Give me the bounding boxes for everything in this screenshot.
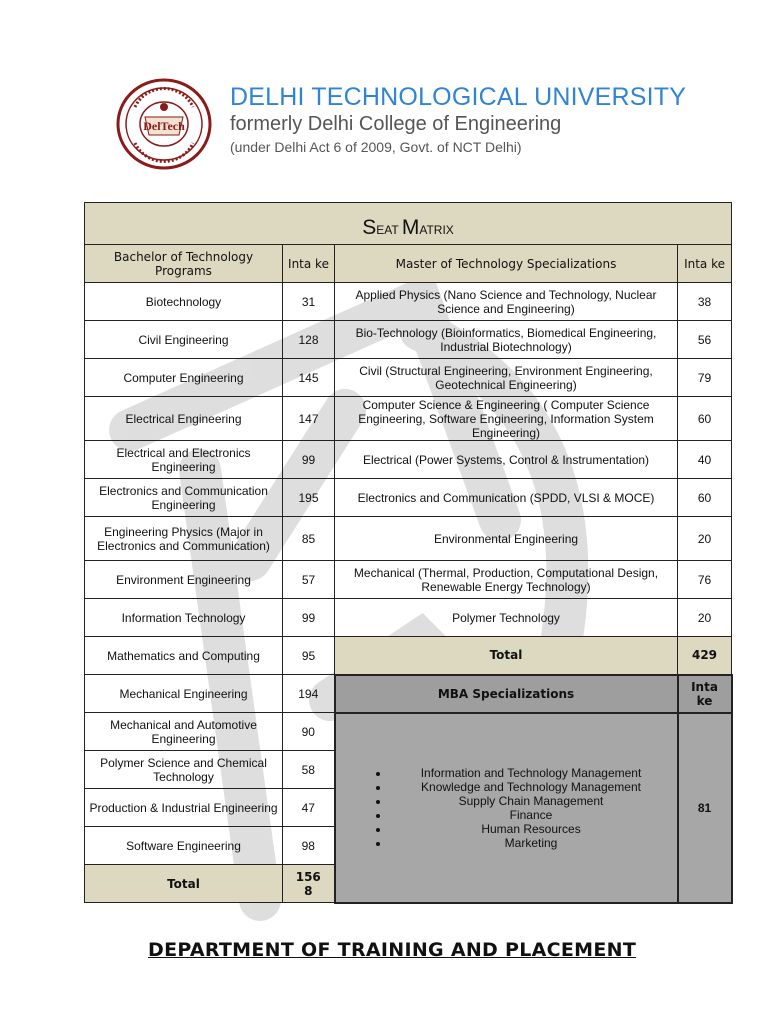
btech-program: Engineering Physics (Major in Electronics and Communication)	[85, 517, 283, 561]
table-row	[85, 599, 732, 637]
seat-matrix-table	[84, 202, 733, 904]
btech-program: Electronics and Communication Engineering	[85, 479, 283, 517]
under-act-text: (under Delhi Act 6 of 2009, Govt. of NCT Delhi)	[230, 139, 522, 155]
list-item: • Human Resources	[390, 822, 673, 836]
mtech-specialization: Bio-Technology (Bioinformatics, Biomedical Engineering, Industrial Biotechnology)	[335, 321, 678, 359]
btech-intake: 57	[283, 561, 335, 599]
btech-intake: 99	[283, 441, 335, 479]
seat-matrix-title: SEAT MATRIX	[85, 203, 732, 245]
btech-program: Polymer Science and Chemical Technology	[85, 751, 283, 789]
table-row	[85, 517, 732, 561]
mtech-intake: 20	[678, 599, 732, 637]
table-row	[85, 397, 732, 441]
table-row	[85, 321, 732, 359]
btech-total-label: Total	[85, 865, 283, 903]
btech-program: Biotechnology	[85, 283, 283, 321]
table-row	[85, 675, 732, 713]
btech-program: Mechanical Engineering	[85, 675, 283, 713]
table-row	[85, 441, 732, 479]
btech-program: Mathematics and Computing	[85, 637, 283, 675]
mtech-intake: 40	[678, 441, 732, 479]
mtech-intake: 60	[678, 479, 732, 517]
mtech-intake: 79	[678, 359, 732, 397]
table-row	[85, 283, 732, 321]
btech-program: Electrical Engineering	[85, 397, 283, 441]
mtech-total-value: 429	[678, 637, 732, 675]
btech-program: Civil Engineering	[85, 321, 283, 359]
university-seal-logo	[115, 77, 213, 171]
mtech-specialization: Electronics and Communication (SPDD, VLSI & MOCE)	[335, 479, 678, 517]
mtech-header: Master of Technology Specializations	[335, 245, 678, 283]
mba-intake-header: Inta ke	[678, 675, 732, 713]
btech-program: Environment Engineering	[85, 561, 283, 599]
formerly-name: formerly Delhi College of Engineering	[230, 113, 562, 135]
table-row	[85, 359, 732, 397]
mtech-specialization: Civil (Structural Engineering, Environment Engineering, Geotechnical Engineering)	[335, 359, 678, 397]
btech-intake: 31	[283, 283, 335, 321]
university-name: DELHI TECHNOLOGICAL UNIVERSITY	[230, 83, 687, 111]
mtech-total-label: Total	[335, 637, 678, 675]
mtech-specialization: Electrical (Power Systems, Control & Instrumentation)	[335, 441, 678, 479]
mtech-intake: 38	[678, 283, 732, 321]
btech-intake: 95	[283, 637, 335, 675]
btech-intake: 195	[283, 479, 335, 517]
mba-specializations-list	[335, 713, 678, 903]
mtech-intake: 60	[678, 397, 732, 441]
letterhead	[112, 74, 732, 174]
btech-program: Software Engineering	[85, 827, 283, 865]
btech-intake: 145	[283, 359, 335, 397]
table-row	[85, 479, 732, 517]
mtech-specialization: Polymer Technology	[335, 599, 678, 637]
list-item: • Information and Technology Management	[390, 766, 673, 780]
btech-intake: 58	[283, 751, 335, 789]
mtech-specialization: Applied Physics (Nano Science and Technology, Nuclear Science and Engineering)	[335, 283, 678, 321]
btech-intake: 194	[283, 675, 335, 713]
mtech-intake-header: Inta ke	[678, 245, 732, 283]
mtech-specialization: Mechanical (Thermal, Production, Computational Design, Renewable Energy Technology)	[335, 561, 678, 599]
btech-intake: 47	[283, 789, 335, 827]
btech-program: Electrical and Electronics Engineering	[85, 441, 283, 479]
btech-intake-header: Inta ke	[283, 245, 335, 283]
btech-program: Production & Industrial Engineering	[85, 789, 283, 827]
btech-intake: 90	[283, 713, 335, 751]
list-item: • Knowledge and Technology Management	[390, 780, 673, 794]
table-row	[85, 561, 732, 599]
btech-intake: 85	[283, 517, 335, 561]
btech-header: Bachelor of Technology Programs	[85, 245, 283, 283]
mba-intake-value: 81	[678, 713, 732, 903]
mtech-intake: 20	[678, 517, 732, 561]
mtech-specialization: Environmental Engineering	[335, 517, 678, 561]
btech-intake: 128	[283, 321, 335, 359]
btech-program: Mechanical and Automotive Engineering	[85, 713, 283, 751]
btech-program: Information Technology	[85, 599, 283, 637]
list-item: • Marketing	[390, 836, 673, 850]
table-row	[85, 713, 732, 751]
btech-total-value: 156 8	[283, 865, 335, 903]
mba-header: MBA Specializations	[335, 675, 678, 713]
mtech-specialization: Computer Science & Engineering ( Computer Science Engineering, Software Engineering, Information System Engineering)	[335, 397, 678, 441]
btech-intake: 147	[283, 397, 335, 441]
list-item: • Finance	[390, 808, 673, 822]
mtech-intake: 56	[678, 321, 732, 359]
list-item: • Supply Chain Management	[390, 794, 673, 808]
department-title: DEPARTMENT OF TRAINING AND PLACEMENT	[148, 939, 637, 961]
btech-intake: 99	[283, 599, 335, 637]
table-row	[85, 637, 732, 675]
svg-text:DelTech: DelTech	[143, 119, 185, 133]
btech-program: Computer Engineering	[85, 359, 283, 397]
mtech-intake: 76	[678, 561, 732, 599]
btech-intake: 98	[283, 827, 335, 865]
